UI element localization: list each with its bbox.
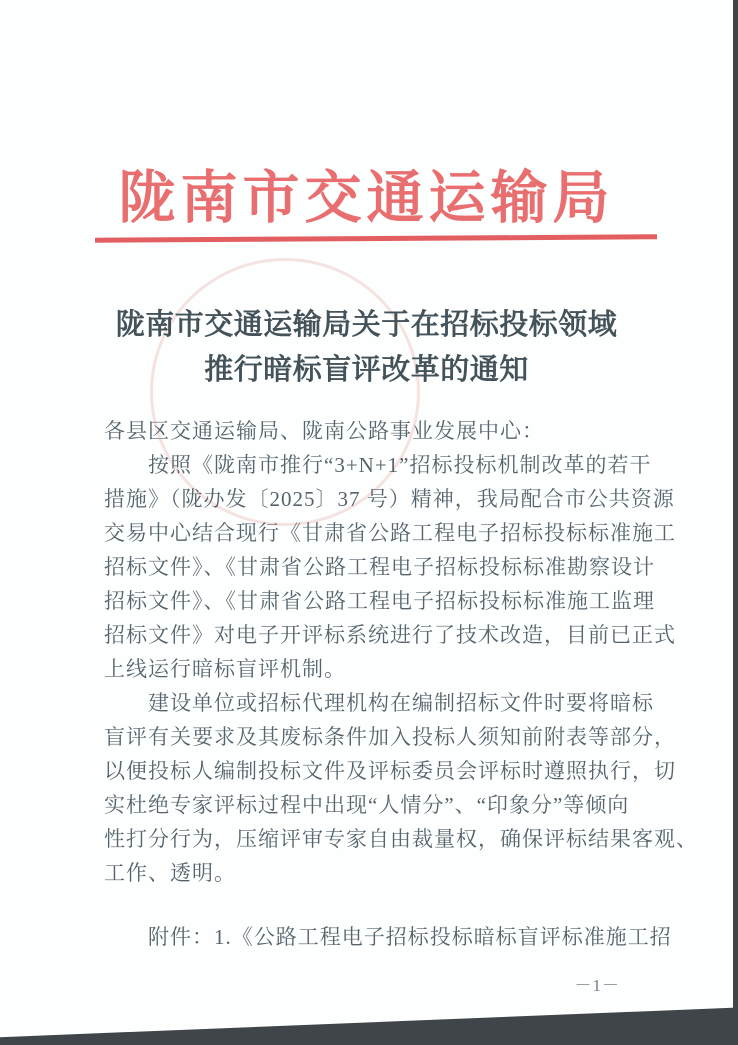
attachment-line: 附件：1.《公路工程电子招标投标暗标盲评标准施工招	[104, 925, 672, 949]
document-title-line1: 陇南市交通运输局关于在招标投标领域	[115, 309, 618, 341]
salutation-line: 各县区交通运输局、陇南公路事业发展中心：	[104, 419, 544, 443]
body-line: 招标文件》、《甘肃省公路工程电子招标投标标准勘察设计	[104, 555, 655, 579]
body-line: 招标文件》对电子开评标系统进行了技术改造，目前已正式	[104, 623, 676, 647]
body-line: 工作、透明。	[104, 861, 236, 885]
letterhead-agency-title: 陇南市交通运输局	[118, 167, 615, 230]
scan-edge-bottom	[0, 1005, 738, 1045]
body-line: 措施》（陇办发〔2025〕37 号）精神，我局配合市公共资源	[104, 487, 675, 511]
letterhead-red-rule	[95, 234, 657, 242]
document-title-line2: 推行暗标盲评改革的通知	[204, 354, 529, 386]
page-number: －1－	[574, 976, 620, 995]
body-line: 招标文件》、《甘肃省公路工程电子招标投标标准施工监理	[104, 589, 655, 613]
body-line: 盲评有关要求及其废标条件加入投标人须知前附表等部分，	[104, 725, 676, 749]
document-title	[0, 303, 733, 393]
document-body	[104, 414, 698, 954]
body-line: 建设单位或招标代理机构在编制招标文件时要将暗标	[104, 691, 654, 715]
body-line: 以便投标人编制投标文件及评标委员会评标时遵照执行，切	[104, 759, 676, 783]
body-line: 性打分行为，压缩评审专家自由裁量权，确保评标结果客观、	[104, 827, 698, 851]
body-line: 按照《陇南市推行“3+N+1”招标投标机制改革的若干	[104, 453, 652, 477]
body-line: 实杜绝专家评标过程中出现“人情分”、“印象分”等倾向	[104, 793, 630, 817]
body-line: 上线运行暗标盲评机制。	[104, 657, 346, 681]
scan-edge-right	[733, 0, 738, 1045]
body-line: 交易中心结合现行《甘肃省公路工程电子招标投标标准施工	[104, 521, 676, 545]
